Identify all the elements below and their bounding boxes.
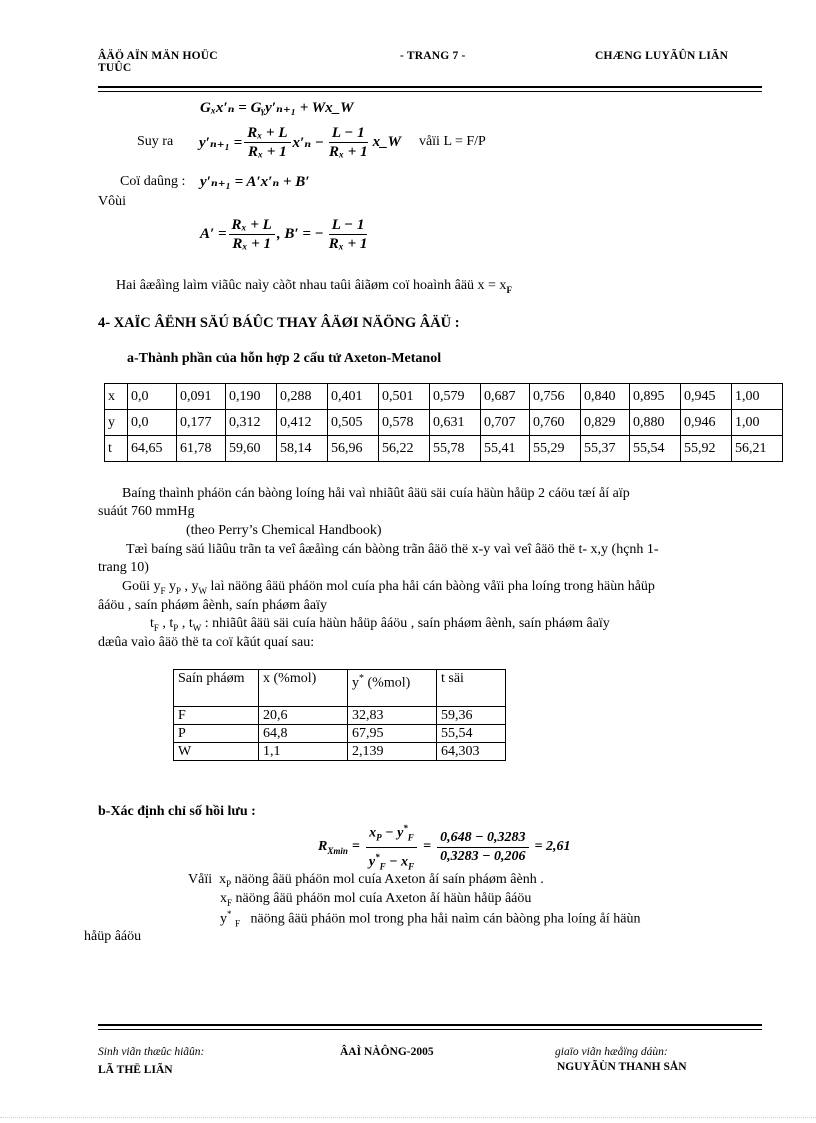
goi-sub-w: W bbox=[198, 585, 208, 596]
footer-teacher-name: NGUYÃÙN THANH SÅN bbox=[557, 1061, 687, 1073]
eq2-tail: x_W bbox=[372, 133, 401, 150]
prod-header-t: t säi bbox=[437, 670, 506, 707]
eq4-den2: Rₓ + 1 bbox=[328, 235, 368, 252]
composition-cell: 0,945 bbox=[681, 384, 732, 410]
product-cell: 1,1 bbox=[259, 743, 348, 761]
paragraph-draw-line1: Tæì baíng säú liãûu trãn ta veî âæåìng cán bàòng trãn âäö thë x-y vaì veî âäö thë t- x,y (hçnh 1- bbox=[126, 542, 659, 557]
composition-cell: 55,92 bbox=[681, 436, 732, 462]
goi-sub-f: F bbox=[160, 585, 166, 596]
composition-cell: 55,41 bbox=[481, 436, 530, 462]
product-cell: 67,95 bbox=[348, 725, 437, 743]
composition-cell: 58,14 bbox=[277, 436, 328, 462]
intersection-sub: F bbox=[506, 284, 512, 295]
composition-row-y bbox=[105, 410, 783, 436]
product-cell: 59,36 bbox=[437, 707, 506, 725]
composition-cell: 0,0 bbox=[128, 410, 177, 436]
footer-place-year: ÂAÌ NÀÔNG-2005 bbox=[340, 1046, 434, 1058]
t-text: : nhiãût âäü säi cuía häùn håüp âáöu , saín pháøm âènh, saín pháøm âaïy bbox=[201, 616, 610, 631]
equation-form bbox=[120, 172, 309, 191]
composition-cell: 0,401 bbox=[328, 384, 379, 410]
paragraph-intersection bbox=[116, 278, 512, 295]
composition-cell: 0,091 bbox=[177, 384, 226, 410]
footer-rule-thin bbox=[98, 1029, 762, 1030]
composition-cell: 61,78 bbox=[177, 436, 226, 462]
rmin-result: = 2,61 bbox=[534, 839, 571, 854]
product-cell: F bbox=[174, 707, 259, 725]
footer-rule bbox=[98, 1024, 762, 1026]
paragraph-temp-line2: dæûa vaìo âäö thë ta coï kãút quaí sau: bbox=[98, 635, 315, 650]
composition-cell: 0,687 bbox=[481, 384, 530, 410]
composition-cell: 56,21 bbox=[732, 436, 783, 462]
composition-cell: 0,579 bbox=[430, 384, 481, 410]
header-left bbox=[98, 50, 218, 74]
product-cell: 64,8 bbox=[259, 725, 348, 743]
eq4-lhs: A′ = bbox=[200, 225, 227, 242]
composition-cell: 0,177 bbox=[177, 410, 226, 436]
rmin-fraction-numeric bbox=[437, 829, 528, 866]
prod-header-x: x (%mol) bbox=[259, 670, 348, 707]
composition-row-label: y bbox=[105, 410, 128, 436]
eq2-mid: x′ₙ − bbox=[292, 134, 324, 151]
rmin-den1: $y^*_F - x_F$ bbox=[368, 851, 415, 871]
eq4-mid: , B′ = − bbox=[276, 225, 324, 242]
rmin-den2: 0,3283 − 0,206 bbox=[440, 848, 526, 864]
composition-cell: 0,880 bbox=[630, 410, 681, 436]
composition-cell: 0,505 bbox=[328, 410, 379, 436]
footer-teacher-role: giaïo viãn hæåïng dáùn: bbox=[555, 1046, 668, 1058]
composition-cell: 0,756 bbox=[530, 384, 581, 410]
composition-cell: 1,00 bbox=[732, 410, 783, 436]
t-var-f: t bbox=[150, 616, 154, 631]
eq3-label: Coï daûng : bbox=[120, 173, 186, 189]
paragraph-goi-line1: Goüi $y_F$ $y_P$ , $y_W$ laì näöng âäü pháön mol cuía pha håi cán bàòng våïi pha loíng trong häùn håüp bbox=[122, 579, 655, 596]
goi-text: Goüi y bbox=[122, 579, 161, 594]
header-chapter: CHÆNG LUYÃÛN LIÃN bbox=[595, 50, 729, 62]
goi-sub-p: P bbox=[176, 585, 182, 596]
header-page-number: - TRANG 7 - bbox=[400, 50, 466, 62]
composition-cell: 55,29 bbox=[530, 436, 581, 462]
rmin-num1: $x_P - y^*_F$ bbox=[366, 819, 417, 847]
paragraph-table-desc-line2: suáút 760 mmHg bbox=[98, 504, 195, 519]
composition-table bbox=[104, 383, 783, 462]
composition-cell: 0,760 bbox=[530, 410, 581, 436]
eq2-note: våïi L = F/P bbox=[418, 134, 486, 149]
composition-row-x bbox=[105, 384, 783, 410]
composition-cell: 1,00 bbox=[732, 384, 783, 410]
prod-header-product: Saín pháøm bbox=[174, 670, 259, 707]
equation-rmin: $R_{Xmin}$ = $\frac{x_P - y^*_F}{y^*_F - x_F}$ = $\frac{0,648 - 0,3283}{0,3283 - 0,206}$ = 2,61 bbox=[318, 824, 571, 870]
composition-cell: 0,631 bbox=[430, 410, 481, 436]
footer-student-role: Sinh viãn thæûc hiãûn: bbox=[98, 1046, 205, 1058]
composition-cell: 55,78 bbox=[430, 436, 481, 462]
where-line-2: $x_F$ näöng âäü pháön mol cuía Axeton åí häùn håüp âáöu bbox=[220, 891, 532, 908]
eq4-fraction-1 bbox=[229, 216, 275, 253]
t-var-p: t bbox=[169, 616, 174, 631]
equation-operating-line bbox=[137, 120, 486, 164]
composition-cell: 59,60 bbox=[226, 436, 277, 462]
composition-cell: 0,501 bbox=[379, 384, 430, 410]
product-cell: P bbox=[174, 725, 259, 743]
composition-cell: 0,946 bbox=[681, 410, 732, 436]
composition-cell: 56,96 bbox=[328, 436, 379, 462]
header-rule bbox=[98, 86, 762, 88]
eq4-fraction-2 bbox=[326, 216, 371, 253]
composition-cell: 0,578 bbox=[379, 410, 430, 436]
equation-coefficients bbox=[200, 212, 372, 256]
product-cell: 20,6 bbox=[259, 707, 348, 725]
where-line-4: håüp âáöu bbox=[84, 929, 142, 944]
product-row bbox=[174, 707, 506, 725]
eq2-lhs: y′ₙ₊₁ = bbox=[199, 134, 243, 151]
product-table bbox=[173, 669, 506, 761]
section-heading: 4- XAÏC ÂËNH SÄÚ BÁÛC THAY ÂÄØI NÄÖNG ÂÄÜ : bbox=[98, 315, 460, 331]
composition-cell: 0,190 bbox=[226, 384, 277, 410]
header-left-line1: ÂÄÖ AÏN MÄN HOÜC bbox=[98, 50, 218, 62]
rmin-lhs: $R_{Xmin}$ bbox=[318, 838, 348, 856]
paragraph-source: (theo Perry’s Chemical Handbook) bbox=[186, 523, 382, 538]
t-var-w: t bbox=[188, 616, 193, 631]
composition-row-label: x bbox=[105, 384, 128, 410]
composition-cell: 0,707 bbox=[481, 410, 530, 436]
composition-cell: 0,288 bbox=[277, 384, 328, 410]
composition-cell: 0,312 bbox=[226, 410, 277, 436]
composition-cell: 0,829 bbox=[581, 410, 630, 436]
rmin-fraction-symbolic bbox=[366, 819, 417, 875]
composition-cell: 0,412 bbox=[277, 410, 328, 436]
eq4-label: Vôùi bbox=[98, 194, 126, 209]
paragraph-draw-line2: trang 10) bbox=[98, 560, 149, 575]
product-cell: 32,83 bbox=[348, 707, 437, 725]
product-cell: 64,303 bbox=[437, 743, 506, 761]
product-row bbox=[174, 743, 506, 761]
composition-row-t bbox=[105, 436, 783, 462]
subsection-a-heading: a-Thành phần của hỗn hợp 2 cấu tử Axeton-Metanol bbox=[127, 351, 442, 366]
eq3-expr: y′ₙ₊₁ = A′x′ₙ + B′ bbox=[200, 174, 310, 190]
eq2-num2: L − 1 bbox=[329, 124, 368, 143]
product-cell: 55,54 bbox=[437, 725, 506, 743]
intersection-text: Hai âæåìng laìm viãûc naìy càõt nhau taûi âiãøm coï hoaình âäü x = x bbox=[116, 278, 507, 293]
subsection-b-heading: b-Xác định chỉ số hồi lưu : bbox=[98, 804, 256, 819]
composition-cell: 0,0 bbox=[128, 384, 177, 410]
where-line-1: Våïi $x_P$ näöng âäü pháön mol cuía Axeton åí saín pháøm âènh . bbox=[188, 872, 544, 889]
prod-header-y: y* (%mol) bbox=[348, 670, 437, 707]
eq4-num2: L − 1 bbox=[329, 216, 368, 235]
composition-cell: 0,895 bbox=[630, 384, 681, 410]
paragraph-table-desc-line1: Baíng thaình pháön cán bàòng loíng håi vaì nhiãût âäü säi cuía häùn håüp 2 cáöu tæí åí aïp bbox=[122, 486, 630, 501]
composition-row-label: t bbox=[105, 436, 128, 462]
eq4-num1: Rₓ + L bbox=[229, 216, 275, 235]
composition-cell: 55,54 bbox=[630, 436, 681, 462]
eq4-den1: Rₓ + 1 bbox=[232, 235, 272, 252]
eq2-fraction-2 bbox=[326, 124, 371, 161]
page-bottom-dotted-line bbox=[0, 1117, 816, 1118]
composition-cell: 0,840 bbox=[581, 384, 630, 410]
composition-cell: 56,22 bbox=[379, 436, 430, 462]
product-row bbox=[174, 725, 506, 743]
eq2-den2: Rₓ + 1 bbox=[328, 143, 368, 160]
product-cell: W bbox=[174, 743, 259, 761]
eq2-fraction-1 bbox=[244, 124, 290, 161]
footer-student-name: LÃ THË LIÃN bbox=[98, 1064, 173, 1076]
composition-cell: 64,65 bbox=[128, 436, 177, 462]
header-left-line2: TUÛC bbox=[98, 62, 132, 74]
paragraph-temp-line1: $t_F$ , $t_P$ , $t_W$ : nhiãût âäü säi cuía häùn håüp âáöu , saín pháøm âènh, saín pháøm âaïy bbox=[150, 616, 610, 633]
eq2-label: Suy ra bbox=[137, 134, 174, 149]
goi-rest: laì näöng âäü pháön mol cuía pha håi cán bàòng våïi pha loíng trong häùn håüp bbox=[207, 579, 655, 594]
composition-cell: 55,37 bbox=[581, 436, 630, 462]
rmin-num2: 0,648 − 0,3283 bbox=[437, 829, 528, 848]
eq2-den1: Rₓ + 1 bbox=[248, 143, 287, 160]
header-rule-thin bbox=[98, 91, 762, 92]
eq2-num1: Rₓ + L bbox=[244, 124, 290, 143]
product-cell: 2,139 bbox=[348, 743, 437, 761]
paragraph-goi-line2: âáöu , saín pháøm âènh, saín pháøm âaïy bbox=[98, 598, 327, 613]
where-line-3: y* $_F$ näöng âäü pháön mol trong pha håi naìm cán bàòng pha loíng åí häùn bbox=[220, 909, 641, 929]
equation-balance: Gₓx′ₙ = Gᵧy′ₙ₊₁ + Wx_W bbox=[200, 100, 354, 116]
